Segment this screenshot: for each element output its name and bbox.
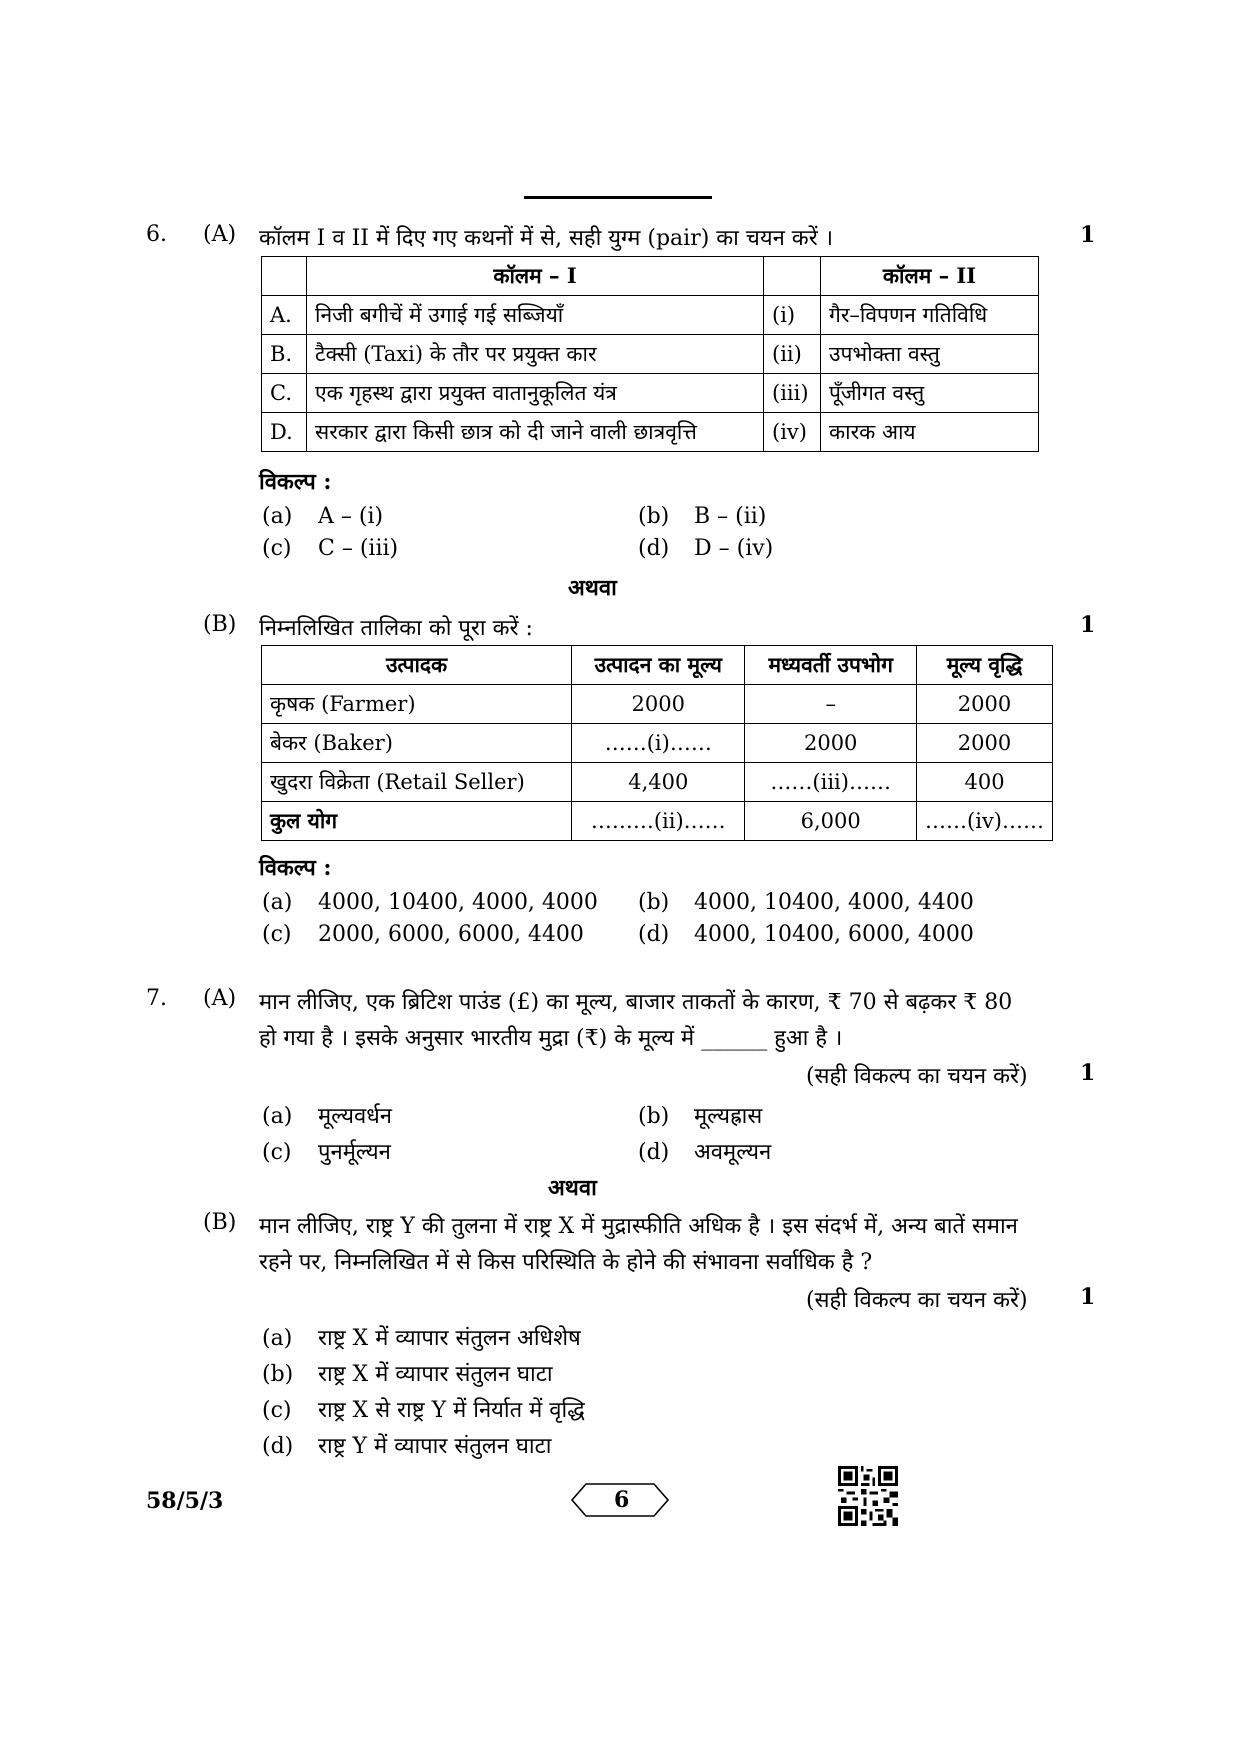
row-key: D. (262, 413, 307, 452)
cell: 2000 (572, 685, 745, 724)
row-roman: (i) (764, 296, 821, 335)
option-label: (a) (262, 1326, 293, 1351)
option-item[interactable] (262, 1430, 551, 1460)
row-text: एक गृहस्थ द्वारा प्रयुक्त वातानुकूलित यंत्र (307, 374, 764, 413)
cell: 6,000 (745, 802, 917, 841)
table-corner-2 (764, 257, 821, 296)
option-label: (b) (638, 1104, 670, 1129)
table-corner (262, 257, 307, 296)
cell: खुदरा विक्रेता (Retail Seller) (262, 763, 572, 802)
header-value-added: मूल्य वृद्धि (917, 646, 1053, 685)
option-item[interactable] (638, 504, 766, 529)
q6-a-label: (A) (203, 222, 237, 247)
row-key: A. (262, 296, 307, 335)
option-label: (a) (262, 504, 293, 529)
row-right: कारक आय (821, 413, 1039, 452)
option-item[interactable] (262, 1358, 553, 1388)
option-label: (d) (262, 1434, 294, 1459)
q7-a-marks: 1 (1080, 1060, 1096, 1086)
header-intermediate: मध्यवर्ती उपभोग (745, 646, 917, 685)
row-roman: (iii) (764, 374, 821, 413)
option-text: अवमूल्यन (694, 1140, 772, 1165)
option-text: A – (i) (318, 504, 384, 529)
q7-athva: अथवा (548, 1175, 597, 1201)
option-label: (c) (262, 536, 292, 561)
option-item[interactable] (262, 1100, 392, 1130)
q7-a-select-note: (सही विकल्प का चयन करें) (806, 1064, 1028, 1089)
cell: 2000 (917, 724, 1053, 763)
cell: 2000 (917, 685, 1053, 724)
cell: 400 (917, 763, 1053, 802)
q7-b-marks: 1 (1080, 1284, 1096, 1310)
q6-a-vikalp: विकल्प : (259, 469, 332, 495)
table-row (262, 296, 1039, 335)
q6-a-text: कॉलम I व II में दिए गए कथनों में से, सही युग्म (pair) का चयन करें । (259, 226, 834, 251)
option-text: मूल्यवर्धन (318, 1104, 392, 1129)
row-text: सरकार द्वारा किसी छात्र को दी जाने वाली छात्रवृत्ति (307, 413, 764, 452)
table-row (262, 724, 1053, 763)
option-label: (d) (638, 922, 670, 947)
q7-b-label: (B) (203, 1210, 237, 1235)
cell: कृषक (Farmer) (262, 685, 572, 724)
header-producer: उत्पादक (262, 646, 572, 685)
header-output-value: उत्पादन का मूल्य (572, 646, 745, 685)
question-6-number: 6. (146, 222, 167, 247)
value-added-table (261, 645, 1053, 841)
option-text: राष्ट्र X में व्यापार संतुलन घाटा (318, 1362, 553, 1387)
option-item[interactable] (262, 922, 584, 947)
row-roman: (ii) (764, 335, 821, 374)
cell: – (745, 685, 917, 724)
option-label: (a) (262, 890, 293, 915)
cell: 2000 (745, 724, 917, 763)
row-roman: (iv) (764, 413, 821, 452)
option-text: C – (iii) (318, 536, 399, 561)
row-text: टैक्सी (Taxi) के तौर पर प्रयुक्त कार (307, 335, 764, 374)
row-text: निजी बगीचें में उगाई गई सब्जियाँ (307, 296, 764, 335)
option-label: (d) (638, 1140, 670, 1165)
option-label: (c) (262, 1398, 292, 1423)
option-item[interactable] (262, 504, 383, 529)
option-label: (b) (262, 1362, 294, 1387)
q7-b-line1: मान लीजिए, राष्ट्र Y की तुलना में राष्ट्र X में मुद्रास्फीति अधिक है । इस संदर्भ में, अन्य बातें समान (259, 1214, 1018, 1239)
option-text: राष्ट्र X में व्यापार संतुलन अधिशेष (318, 1326, 581, 1351)
blank-cell[interactable]: ……(i)…… (572, 724, 745, 763)
option-label: (c) (262, 922, 292, 947)
blank-cell[interactable]: ……(iii)…… (745, 763, 917, 802)
q7-b-select-note: (सही विकल्प का चयन करें) (806, 1288, 1028, 1313)
option-text: पुनर्मूल्यन (318, 1140, 391, 1165)
row-right: गैर–विपणन गतिविधि (821, 296, 1039, 335)
option-text: 4000, 10400, 6000, 4000 (694, 922, 974, 947)
q6-b-label: (B) (203, 612, 237, 637)
option-item[interactable] (262, 1322, 581, 1352)
q7-a-line1: मान लीजिए, एक ब्रिटिश पाउंड (£) का मूल्य, बाजार ताकतों के कारण, ₹ 70 से बढ़कर ₹ 80 (259, 990, 1013, 1015)
question-7-number: 7. (146, 986, 167, 1011)
option-item[interactable] (638, 922, 974, 947)
q7-a-label: (A) (203, 986, 237, 1011)
q6-b-vikalp: विकल्प : (259, 855, 332, 881)
option-text: 4000, 10400, 4000, 4400 (694, 890, 974, 915)
option-text: 4000, 10400, 4000, 4000 (318, 890, 598, 915)
option-item[interactable] (638, 890, 974, 915)
option-item[interactable] (638, 1136, 771, 1166)
option-item[interactable] (262, 536, 398, 561)
q6-b-marks: 1 (1080, 612, 1096, 638)
paper-code: 58/5/3 (146, 1488, 224, 1514)
blank-cell[interactable]: ……(iv)…… (917, 802, 1053, 841)
option-item[interactable] (262, 1136, 391, 1166)
row-key: B. (262, 335, 307, 374)
option-item[interactable] (638, 1100, 762, 1130)
option-text: राष्ट्र X से राष्ट्र Y में निर्यात में वृद्धि (318, 1398, 585, 1423)
option-text: B – (ii) (694, 504, 767, 529)
column-2-header: कॉलम – II (821, 257, 1039, 296)
table-row (262, 685, 1053, 724)
table-row (262, 802, 1053, 841)
cell: बेकर (Baker) (262, 724, 572, 763)
option-label: (c) (262, 1140, 292, 1165)
table-row (262, 374, 1039, 413)
total-label: कुल योग (262, 802, 572, 841)
page-number: 6 (614, 1487, 630, 1513)
option-item[interactable] (638, 536, 773, 561)
row-right: पूँजीगत वस्तु (821, 374, 1039, 413)
q7-b-line2: रहने पर, निम्नलिखित में से किस परिस्थिति के होने की संभावना सर्वाधिक है ? (259, 1250, 873, 1275)
q6-athva: अथवा (568, 575, 617, 601)
row-right: उपभोक्ता वस्तु (821, 335, 1039, 374)
option-label: (a) (262, 1104, 293, 1129)
blank-cell[interactable]: ………(ii)…… (572, 802, 745, 841)
table-row (262, 763, 1053, 802)
option-item[interactable] (262, 1394, 585, 1424)
option-label: (b) (638, 890, 670, 915)
option-label: (d) (638, 536, 670, 561)
qr-code-icon (838, 1466, 898, 1526)
column-1-header: कॉलम – I (307, 257, 764, 296)
q7-a-line2: हो गया है । इसके अनुसार भारतीय मुद्रा (₹) के मूल्य में ______ हुआ है । (259, 1026, 843, 1051)
option-text: राष्ट्र Y में व्यापार संतुलन घाटा (318, 1434, 552, 1459)
row-key: C. (262, 374, 307, 413)
table-row (262, 335, 1039, 374)
column-match-table (261, 256, 1039, 452)
option-text: 2000, 6000, 6000, 4400 (318, 922, 584, 947)
option-item[interactable] (262, 890, 598, 915)
option-text: मूल्यह्रास (694, 1104, 763, 1129)
q6-b-text: निम्नलिखित तालिका को पूरा करें : (259, 616, 533, 641)
option-label: (b) (638, 504, 670, 529)
page-number-badge (570, 1482, 670, 1518)
table-row (262, 413, 1039, 452)
top-rule (524, 196, 712, 199)
cell: 4,400 (572, 763, 745, 802)
option-text: D – (iv) (694, 536, 774, 561)
q6-a-marks: 1 (1080, 222, 1096, 248)
